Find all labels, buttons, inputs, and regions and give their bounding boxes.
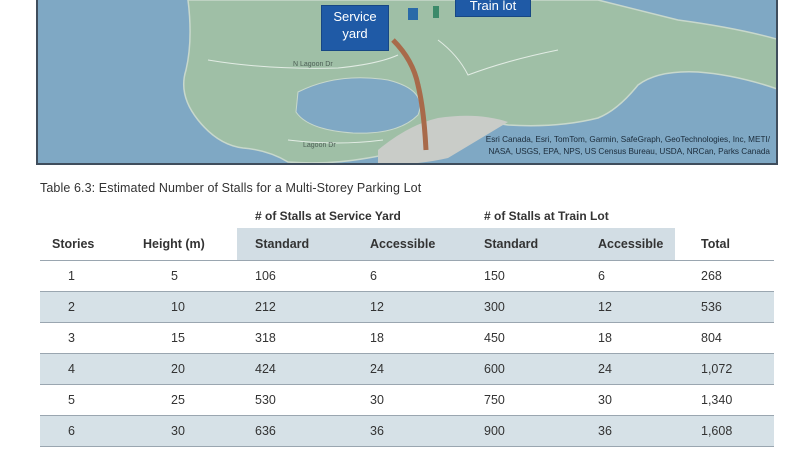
map-bay bbox=[296, 78, 420, 133]
train-lot-standard-cell: 750 bbox=[466, 385, 580, 416]
table-row bbox=[40, 416, 774, 447]
total-cell: 536 bbox=[675, 292, 774, 323]
train-lot-accessible-cell: 6 bbox=[580, 261, 675, 292]
total-cell: 1,340 bbox=[675, 385, 774, 416]
height-cell: 10 bbox=[131, 292, 237, 323]
train-lot-label: Train lot bbox=[456, 0, 530, 16]
service-yard-standard-header: Standard bbox=[237, 228, 352, 261]
train-lot-accessible-cell: 36 bbox=[580, 416, 675, 447]
total-cell: 1,072 bbox=[675, 354, 774, 385]
table-row bbox=[40, 261, 774, 292]
height-cell: 20 bbox=[131, 354, 237, 385]
train-lot-standard-cell: 450 bbox=[466, 323, 580, 354]
height-cell: 15 bbox=[131, 323, 237, 354]
height-cell: 5 bbox=[131, 261, 237, 292]
total-cell: 268 bbox=[675, 261, 774, 292]
service-yard-accessible-header: Accessible bbox=[352, 228, 466, 261]
service-yard-label: Service yard bbox=[322, 6, 388, 50]
service-yard-accessible-cell: 18 bbox=[352, 323, 466, 354]
service-yard-standard-cell: 318 bbox=[237, 323, 352, 354]
train-lot-accessible-cell: 24 bbox=[580, 354, 675, 385]
stories-cell: 5 bbox=[40, 385, 131, 416]
service-yard-standard-cell: 636 bbox=[237, 416, 352, 447]
table-title: Table 6.3: Estimated Number of Stalls for a Multi-Storey Parking Lot bbox=[40, 181, 422, 195]
stories-cell: 1 bbox=[40, 261, 131, 292]
total-header: Total bbox=[675, 228, 774, 261]
service-yard-standard-cell: 106 bbox=[237, 261, 352, 292]
train-lot-standard-cell: 600 bbox=[466, 354, 580, 385]
service-yard-accessible-cell: 12 bbox=[352, 292, 466, 323]
total-cell: 804 bbox=[675, 323, 774, 354]
height-cell: 30 bbox=[131, 416, 237, 447]
train-lot-group-header: # of Stalls at Train Lot bbox=[484, 209, 609, 223]
attribution-line: Esri Canada, Esri, TomTom, Garmin, SafeGraph, GeoTechnologies, Inc, METI/ bbox=[485, 135, 770, 144]
stories-cell: 4 bbox=[40, 354, 131, 385]
train-lot-accessible-header: Accessible bbox=[580, 228, 675, 261]
train-lot-accessible-cell: 18 bbox=[580, 323, 675, 354]
map-marker bbox=[433, 6, 439, 18]
table-row bbox=[40, 292, 774, 323]
train-lot-accessible-cell: 30 bbox=[580, 385, 675, 416]
height-header: Height (m) bbox=[131, 228, 237, 261]
train-lot-standard-cell: 300 bbox=[466, 292, 580, 323]
service-yard-standard-cell: 212 bbox=[237, 292, 352, 323]
total-cell: 1,608 bbox=[675, 416, 774, 447]
attribution-line: NASA, USGS, EPA, NPS, US Census Bureau, USDA, NRCan, Parks Canada bbox=[488, 147, 770, 156]
map-marker bbox=[408, 8, 418, 20]
service-yard-group-header: # of Stalls at Service Yard bbox=[255, 209, 401, 223]
service-yard-accessible-cell: 30 bbox=[352, 385, 466, 416]
map-road-label: Lagoon Dr bbox=[303, 142, 336, 149]
stalls-table bbox=[40, 204, 774, 447]
group-header-row bbox=[40, 204, 774, 228]
stories-cell: 2 bbox=[40, 292, 131, 323]
stories-cell: 6 bbox=[40, 416, 131, 447]
table-row bbox=[40, 323, 774, 354]
train-lot-standard-cell: 900 bbox=[466, 416, 580, 447]
train-lot-standard-cell: 150 bbox=[466, 261, 580, 292]
service-yard-standard-cell: 424 bbox=[237, 354, 352, 385]
train-lot-standard-header: Standard bbox=[466, 228, 580, 261]
table-row bbox=[40, 385, 774, 416]
service-yard-standard-cell: 530 bbox=[237, 385, 352, 416]
service-yard-accessible-cell: 6 bbox=[352, 261, 466, 292]
map-road-label: N Lagoon Dr bbox=[293, 61, 333, 68]
train-lot-accessible-cell: 12 bbox=[580, 292, 675, 323]
service-yard-accessible-cell: 24 bbox=[352, 354, 466, 385]
service-yard-accessible-cell: 36 bbox=[352, 416, 466, 447]
stories-cell: 3 bbox=[40, 323, 131, 354]
map-attribution bbox=[410, 134, 770, 158]
site-map bbox=[36, 0, 778, 165]
table-row bbox=[40, 354, 774, 385]
height-cell: 25 bbox=[131, 385, 237, 416]
column-header-row bbox=[40, 228, 774, 261]
stories-header: Stories bbox=[40, 228, 131, 261]
